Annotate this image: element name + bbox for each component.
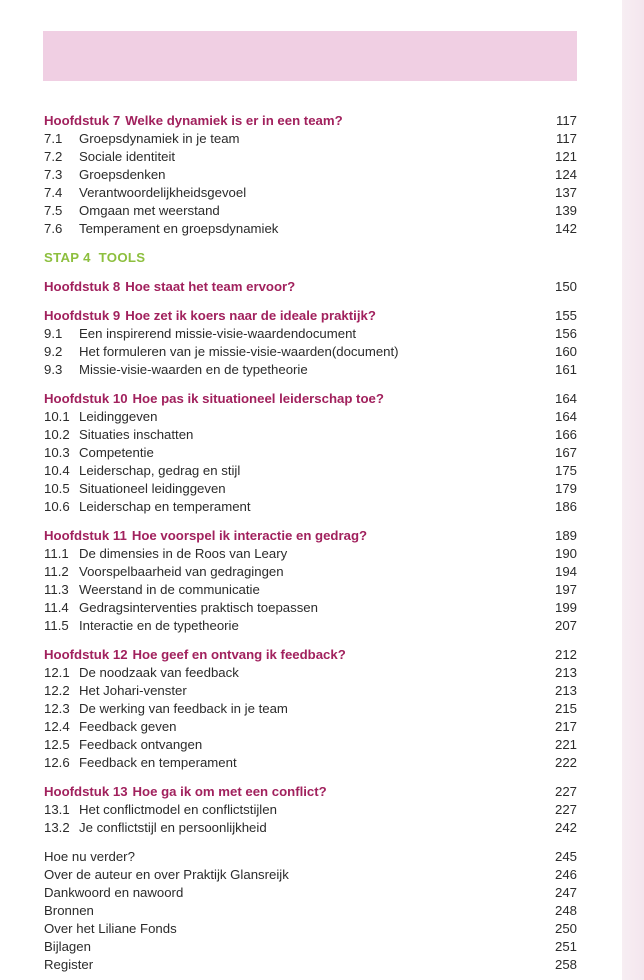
section-number: 10.6 bbox=[44, 499, 70, 514]
section-title: Het Johari-venster bbox=[79, 683, 187, 698]
page-number: 121 bbox=[554, 149, 577, 164]
section-11-1[interactable] bbox=[44, 545, 577, 563]
section-number: 7.5 bbox=[44, 203, 63, 218]
chapter-number: Hoofdstuk 8 bbox=[44, 279, 121, 294]
chapter-number: Hoofdstuk 10 bbox=[44, 391, 128, 406]
page-number: 190 bbox=[554, 546, 577, 561]
section-11-2[interactable] bbox=[44, 563, 577, 581]
chapter-title: Welke dynamiek is er in een team? bbox=[125, 113, 343, 128]
section-title: Feedback ontvangen bbox=[79, 737, 203, 752]
table-of-contents bbox=[44, 112, 577, 974]
section-number: 12.3 bbox=[44, 701, 70, 716]
section-10-2[interactable] bbox=[44, 426, 577, 444]
back-matter-item[interactable] bbox=[44, 902, 577, 920]
page-number: 186 bbox=[554, 499, 577, 514]
page-number: 194 bbox=[554, 564, 577, 579]
section-title: Groepsdynamiek in je team bbox=[79, 131, 240, 146]
section-title: Voorspelbaarheid van gedragingen bbox=[79, 564, 284, 579]
chapter-8-heading[interactable] bbox=[44, 278, 577, 296]
page-number: 207 bbox=[554, 618, 577, 633]
section-number: 10.4 bbox=[44, 463, 70, 478]
back-matter-item[interactable] bbox=[44, 848, 577, 866]
section-title: Temperament en groepsdynamiek bbox=[79, 221, 279, 236]
section-title: Feedback en temperament bbox=[79, 755, 237, 770]
section-title: Situaties inschatten bbox=[79, 427, 194, 442]
chapter-11-heading[interactable] bbox=[44, 527, 577, 545]
page-number: 227 bbox=[554, 802, 577, 817]
section-7-1[interactable] bbox=[44, 130, 577, 148]
section-10-3[interactable] bbox=[44, 444, 577, 462]
section-title: Leidinggeven bbox=[79, 409, 158, 424]
chapter-number: Hoofdstuk 13 bbox=[44, 784, 128, 799]
spacer bbox=[44, 238, 577, 249]
section-number: 10.1 bbox=[44, 409, 70, 424]
section-number: 11.3 bbox=[44, 582, 69, 597]
section-title: Weerstand in de communicatie bbox=[79, 582, 260, 597]
spacer bbox=[44, 772, 577, 783]
section-title: Het formuleren van je missie-visie-waarden(document) bbox=[79, 344, 399, 359]
back-matter-item[interactable] bbox=[44, 920, 577, 938]
page-number: 124 bbox=[554, 167, 577, 182]
section-7-3[interactable] bbox=[44, 166, 577, 184]
spacer bbox=[44, 837, 577, 848]
section-title: De noodzaak van feedback bbox=[79, 665, 239, 680]
back-matter-item[interactable] bbox=[44, 866, 577, 884]
section-9-2[interactable] bbox=[44, 343, 577, 361]
page-number: 175 bbox=[554, 463, 577, 478]
section-number: 12.2 bbox=[44, 683, 70, 698]
page-number: 161 bbox=[554, 362, 577, 377]
page-number: 160 bbox=[554, 344, 577, 359]
section-number: 11.5 bbox=[44, 618, 69, 633]
section-title: Situationeel leidinggeven bbox=[79, 481, 226, 496]
page-number: 248 bbox=[554, 903, 577, 918]
section-12-6[interactable] bbox=[44, 754, 577, 772]
section-number: 11.1 bbox=[44, 546, 69, 561]
spacer bbox=[44, 635, 577, 646]
entry-title: Over het Liliane Fonds bbox=[44, 921, 177, 936]
section-title: Interactie en de typetheorie bbox=[79, 618, 239, 633]
page-number: 139 bbox=[554, 203, 577, 218]
section-11-4[interactable] bbox=[44, 599, 577, 617]
chapter-number: Hoofdstuk 7 bbox=[44, 113, 121, 128]
page-number: 167 bbox=[554, 445, 577, 460]
page-number: 199 bbox=[554, 600, 577, 615]
page-number: 164 bbox=[554, 391, 577, 406]
section-title: Een inspirerend missie-visie-waardendocument bbox=[79, 326, 357, 341]
section-7-2[interactable] bbox=[44, 148, 577, 166]
section-title: Gedragsinterventies praktisch toepassen bbox=[79, 600, 318, 615]
page-number: 215 bbox=[554, 701, 577, 716]
page-number: 137 bbox=[554, 185, 577, 200]
page-number: 179 bbox=[554, 481, 577, 496]
chapter-title: Hoe staat het team ervoor? bbox=[125, 279, 296, 294]
section-number: 7.4 bbox=[44, 185, 63, 200]
page-number: 221 bbox=[554, 737, 577, 752]
section-number: 7.6 bbox=[44, 221, 63, 236]
spacer bbox=[44, 296, 577, 307]
section-12-3[interactable] bbox=[44, 700, 577, 718]
section-7-6[interactable] bbox=[44, 220, 577, 238]
section-title: Leiderschap en temperament bbox=[79, 499, 251, 514]
section-number: 13.2 bbox=[44, 820, 70, 835]
section-12-4[interactable] bbox=[44, 718, 577, 736]
section-number: 10.3 bbox=[44, 445, 70, 460]
page-number: 212 bbox=[554, 647, 577, 662]
section-title: Feedback geven bbox=[79, 719, 177, 734]
section-12-1[interactable] bbox=[44, 664, 577, 682]
chapter-title: Hoe voorspel ik interactie en gedrag? bbox=[131, 528, 368, 543]
spacer bbox=[44, 379, 577, 390]
section-title: Het conflictmodel en conflictstijlen bbox=[79, 802, 277, 817]
page-number: 156 bbox=[554, 326, 577, 341]
section-10-1[interactable] bbox=[44, 408, 577, 426]
page-number: 155 bbox=[554, 308, 577, 323]
section-7-5[interactable] bbox=[44, 202, 577, 220]
chapter-title: Hoe ga ik om met een conflict? bbox=[132, 784, 327, 799]
section-number: 7.3 bbox=[44, 167, 63, 182]
page-number: 217 bbox=[554, 719, 577, 734]
entry-title: Register bbox=[44, 957, 94, 972]
spacer bbox=[44, 267, 577, 278]
section-number: 9.3 bbox=[44, 362, 63, 377]
section-number: 10.2 bbox=[44, 427, 70, 442]
chapter-9-heading[interactable] bbox=[44, 307, 577, 325]
chapter-10-heading[interactable] bbox=[44, 390, 577, 408]
section-11-3[interactable] bbox=[44, 581, 577, 599]
section-number: 13.1 bbox=[44, 802, 70, 817]
section-number: 12.1 bbox=[44, 665, 70, 680]
page-number: 247 bbox=[554, 885, 577, 900]
entry-title: Hoe nu verder? bbox=[44, 849, 135, 864]
section-12-2[interactable] bbox=[44, 682, 577, 700]
chapter-number: Hoofdstuk 9 bbox=[44, 308, 121, 323]
stap-4-heading bbox=[44, 249, 577, 267]
header-band bbox=[43, 31, 577, 81]
section-10-6[interactable] bbox=[44, 498, 577, 516]
page-number: 227 bbox=[554, 784, 577, 799]
section-number: 9.1 bbox=[44, 326, 63, 341]
section-title: Sociale identiteit bbox=[79, 149, 176, 164]
section-number: 11.4 bbox=[44, 600, 69, 615]
page-number: 245 bbox=[554, 849, 577, 864]
page-number: 242 bbox=[554, 820, 577, 835]
page-number: 250 bbox=[554, 921, 577, 936]
section-title: De dimensies in de Roos van Leary bbox=[79, 546, 288, 561]
page-number: 164 bbox=[554, 409, 577, 424]
entry-title: Dankwoord en nawoord bbox=[44, 885, 184, 900]
page-edge-strip bbox=[622, 0, 644, 980]
page-number: 117 bbox=[555, 113, 577, 128]
chapter-number: Hoofdstuk 11 bbox=[44, 528, 127, 543]
chapter-title: Hoe pas ik situationeel leiderschap toe? bbox=[132, 391, 384, 406]
chapter-7-heading[interactable] bbox=[44, 112, 577, 130]
entry-title: Over de auteur en over Praktijk Glansreijk bbox=[44, 867, 289, 882]
page-number: 150 bbox=[554, 279, 577, 294]
section-title: De werking van feedback in je team bbox=[79, 701, 288, 716]
section-12-5[interactable] bbox=[44, 736, 577, 754]
page-number: 117 bbox=[555, 131, 577, 146]
section-10-4[interactable] bbox=[44, 462, 577, 480]
back-matter-item[interactable] bbox=[44, 938, 577, 956]
page-number: 246 bbox=[554, 867, 577, 882]
section-number: 10.5 bbox=[44, 481, 70, 496]
page-number: 213 bbox=[554, 683, 577, 698]
section-13-2[interactable] bbox=[44, 819, 577, 837]
entry-title: Bijlagen bbox=[44, 939, 91, 954]
section-10-5[interactable] bbox=[44, 480, 577, 498]
section-number: 11.2 bbox=[44, 564, 69, 579]
chapter-13-heading[interactable] bbox=[44, 783, 577, 801]
section-title: Verantwoordelijkheidsgevoel bbox=[79, 185, 247, 200]
section-title: Je conflictstijl en persoonlijkheid bbox=[79, 820, 267, 835]
back-matter-item[interactable] bbox=[44, 956, 577, 974]
page-number: 213 bbox=[554, 665, 577, 680]
back-matter-item[interactable] bbox=[44, 884, 577, 902]
page-number: 258 bbox=[554, 957, 577, 972]
page-number: 189 bbox=[554, 528, 577, 543]
section-13-1[interactable] bbox=[44, 801, 577, 819]
page-number: 166 bbox=[554, 427, 577, 442]
page-number: 251 bbox=[554, 939, 577, 954]
section-number: 12.5 bbox=[44, 737, 70, 752]
chapter-title: Hoe zet ik koers naar de ideale praktijk? bbox=[125, 308, 376, 323]
section-title: Groepsdenken bbox=[79, 167, 166, 182]
section-9-1[interactable] bbox=[44, 325, 577, 343]
part-title: STAP 4 TOOLS bbox=[44, 250, 146, 265]
chapter-title: Hoe geef en ontvang ik feedback? bbox=[132, 647, 346, 662]
section-title: Omgaan met weerstand bbox=[79, 203, 220, 218]
entry-title: Bronnen bbox=[44, 903, 94, 918]
section-title: Missie-visie-waarden en de typetheorie bbox=[79, 362, 308, 377]
page-number: 197 bbox=[554, 582, 577, 597]
section-number: 7.2 bbox=[44, 149, 63, 164]
section-7-4[interactable] bbox=[44, 184, 577, 202]
chapter-number: Hoofdstuk 12 bbox=[44, 647, 128, 662]
section-9-3[interactable] bbox=[44, 361, 577, 379]
section-number: 12.6 bbox=[44, 755, 70, 770]
page-number: 142 bbox=[554, 221, 577, 236]
section-number: 9.2 bbox=[44, 344, 63, 359]
section-title: Competentie bbox=[79, 445, 154, 460]
chapter-12-heading[interactable] bbox=[44, 646, 577, 664]
page-number: 222 bbox=[554, 755, 577, 770]
section-number: 12.4 bbox=[44, 719, 70, 734]
section-number: 7.1 bbox=[44, 131, 63, 146]
section-title: Leiderschap, gedrag en stijl bbox=[79, 463, 241, 478]
section-11-5[interactable] bbox=[44, 617, 577, 635]
spacer bbox=[44, 516, 577, 527]
